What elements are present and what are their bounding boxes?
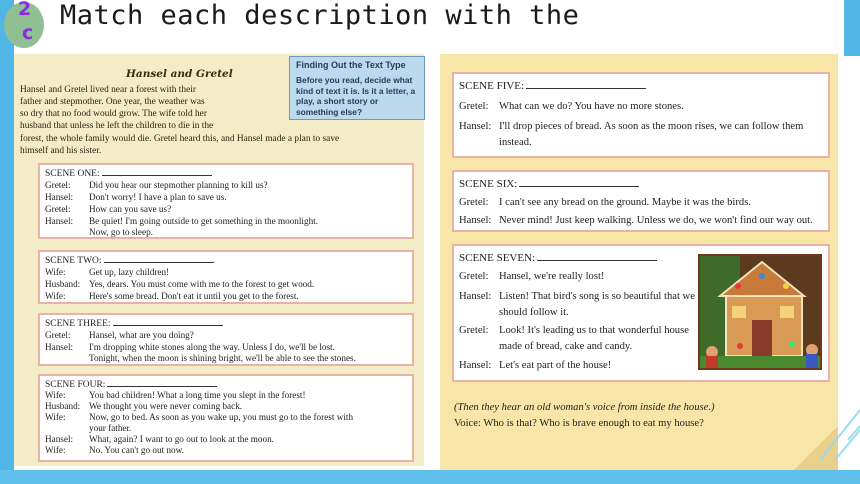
dialogue-line <box>45 342 335 353</box>
scene-one-box <box>38 163 414 239</box>
dialogue-line <box>45 445 184 456</box>
dialogue-line <box>459 270 604 283</box>
dialogue-line <box>45 330 194 341</box>
dialogue-line <box>459 100 684 113</box>
bottom-accent-band <box>0 470 860 484</box>
voice-line: Voice: Who is that? Who is brave enough to eat my house? <box>454 418 704 429</box>
scene-four-box <box>38 374 414 462</box>
speaker: Husband: <box>45 279 81 289</box>
scene-heading <box>45 317 223 329</box>
answer-blank[interactable] <box>537 250 657 261</box>
scene-two-box <box>38 250 414 304</box>
dialogue-line <box>45 180 268 191</box>
scene-heading <box>45 167 212 179</box>
dialogue-text: Look! It's leading us to that wonderful house <box>499 325 689 336</box>
dialogue-text: Here's some bread. Don't eat it until you get to the forest. <box>89 291 299 301</box>
dialogue-continuation: Tonight, when the moon is shining bright, we'll be able to see the stones. <box>89 353 356 363</box>
speaker: Hansel: <box>45 216 74 226</box>
speaker: Wife: <box>45 291 66 301</box>
speaker: Gretel: <box>45 180 71 190</box>
scene-title: SCENE THREE: <box>45 319 111 329</box>
dialogue-text: Let's eat part of the house! <box>499 360 612 371</box>
dialogue-text: Hansel, we're really lost! <box>499 271 605 282</box>
dialogue-text: No. You can't go out now. <box>89 445 184 455</box>
scene-heading <box>459 250 657 264</box>
speaker: Gretel: <box>459 325 489 336</box>
dialogue-line <box>45 216 318 227</box>
stage-direction: (Then they hear an old woman's voice from inside the house.) <box>454 402 715 413</box>
speaker: Gretel: <box>459 197 489 208</box>
story-intro <box>20 84 290 132</box>
scene-five-box <box>452 72 830 158</box>
scene-heading <box>459 78 646 92</box>
dialogue-text: Be quiet! I'm going outside to get something in the moonlight. <box>89 216 319 226</box>
speaker: Wife: <box>45 267 66 277</box>
decorative-lines <box>800 390 860 470</box>
dialogue-line <box>459 214 813 227</box>
dialogue-line <box>45 204 171 215</box>
dialogue-line <box>459 120 803 133</box>
dialogue-line <box>45 279 314 290</box>
speaker: Hansel: <box>459 360 492 371</box>
dialogue-text: Did you hear our stepmother planning to kill us? <box>89 180 268 190</box>
intro-line: so dry that no food would grow. The wife told her <box>20 109 207 119</box>
dialogue-text: I'll drop pieces of bread. As soon as the moon rises, we can follow them <box>499 121 804 132</box>
scene-heading <box>459 176 639 190</box>
intro-line: Hansel and Gretel lived near a forest with their <box>20 85 196 95</box>
dialogue-line <box>459 359 611 372</box>
dialogue-continuation: should follow it. <box>499 307 569 318</box>
callout-body: Before you read, decide what kind of text it is. Is it a letter, a play, a short story or something else? <box>296 75 416 117</box>
dialogue-line <box>45 192 227 203</box>
dialogue-line <box>45 412 353 423</box>
dialogue-text: Listen! That bird's song is so beautiful that we <box>499 291 695 302</box>
callout-heading: Finding Out the Text Type <box>296 60 406 70</box>
dialogue-line <box>459 196 751 209</box>
gingerbread-house-drawing <box>700 256 822 370</box>
dialogue-text: I'm dropping white stones along the way. Unless I do, we'll be lost. <box>89 342 335 352</box>
answer-blank[interactable] <box>526 78 646 89</box>
dialogue-text: Don't worry! I have a plan to save us. <box>89 192 227 202</box>
intro-line: forest, the whole family would die. Gretel heard this, and Hansel made a plan to save <box>20 134 340 144</box>
dialogue-continuation: Now, go to sleep. <box>89 227 153 237</box>
speaker: Gretel: <box>459 101 489 112</box>
answer-blank[interactable] <box>113 317 223 326</box>
scene-title: SCENE SIX: <box>459 178 518 190</box>
dialogue-continuation: instead. <box>499 137 532 148</box>
slide-title: Match each description with the <box>60 0 580 31</box>
speaker: Wife: <box>45 412 66 422</box>
text-type-callout <box>289 56 425 120</box>
dialogue-continuation: made of bread, cake and candy. <box>499 341 633 352</box>
dialogue-continuation: your father. <box>89 423 132 433</box>
speaker: Wife: <box>45 390 66 400</box>
dialogue-line <box>45 390 306 401</box>
speaker: Wife: <box>45 445 66 455</box>
speaker: Hansel: <box>459 121 492 132</box>
left-textbook-page <box>14 54 424 466</box>
scene-heading <box>45 254 214 266</box>
badge-letter: c <box>22 22 34 44</box>
speaker: Gretel: <box>459 271 489 282</box>
speaker: Hansel: <box>45 342 74 352</box>
answer-blank[interactable] <box>519 176 639 187</box>
scene-title: SCENE FIVE: <box>459 80 525 92</box>
speaker: Husband: <box>45 401 81 411</box>
dialogue-text: You bad children! What a long time you slept in the forest! <box>89 390 306 400</box>
dialogue-line <box>45 291 299 302</box>
scene-title: SCENE SEVEN: <box>459 252 536 264</box>
speaker: Hansel: <box>459 215 492 226</box>
dialogue-text: What, again? I want to go out to look at the moon. <box>89 434 274 444</box>
dialogue-line <box>45 267 169 278</box>
dialogue-text: Now, go to bed. As soon as you wake up, you must go to the forest with <box>89 412 354 422</box>
dialogue-text: I can't see any bread on the ground. Maybe it was the birds. <box>499 197 751 208</box>
right-textbook-page <box>440 54 838 472</box>
scene-title: SCENE TWO: <box>45 256 102 266</box>
dialogue-text: Get up, lazy children! <box>89 267 170 277</box>
scene-six-box <box>452 170 830 232</box>
left-accent-strip <box>0 0 14 484</box>
section-badge <box>4 2 44 48</box>
intro-line: father and stepmother. One year, the weather was <box>20 97 205 107</box>
story-title: Hansel and Gretel <box>126 68 233 80</box>
dialogue-text: Never mind! Just keep walking. Unless we do, we won't find our way out. <box>499 215 813 226</box>
dialogue-line <box>45 434 274 445</box>
dialogue-line <box>459 290 695 303</box>
scene-title: SCENE FOUR: <box>45 380 106 390</box>
scene-heading <box>45 378 217 390</box>
scene-title: SCENE ONE: <box>45 169 100 179</box>
answer-blank[interactable] <box>104 254 214 263</box>
speaker: Gretel: <box>45 204 71 214</box>
speaker: Hansel: <box>45 192 74 202</box>
intro-line: husband that unless he left the children to die in the <box>20 121 214 131</box>
speaker: Hansel: <box>459 291 492 302</box>
intro-line: himself and his sister. <box>20 146 102 156</box>
speaker: Hansel: <box>45 434 74 444</box>
answer-blank[interactable] <box>102 167 212 176</box>
badge-number: 2 <box>18 0 32 20</box>
dialogue-text: Hansel, what are you doing? <box>89 330 194 340</box>
story-intro-tail <box>20 133 420 157</box>
dialogue-line <box>459 324 689 337</box>
dialogue-text: What can we do? You have no more stones. <box>499 101 684 112</box>
dialogue-text: How can you save us? <box>89 204 172 214</box>
dialogue-line <box>45 401 242 412</box>
answer-blank[interactable] <box>107 378 217 387</box>
top-right-accent <box>844 0 860 56</box>
dialogue-text: We thought you were never coming back. <box>89 401 243 411</box>
dialogue-text: Yes, dears. You must come with me to the forest to get wood. <box>89 279 315 289</box>
speaker: Gretel: <box>45 330 71 340</box>
gingerbread-house-illustration <box>698 254 822 370</box>
scene-three-box <box>38 313 414 366</box>
